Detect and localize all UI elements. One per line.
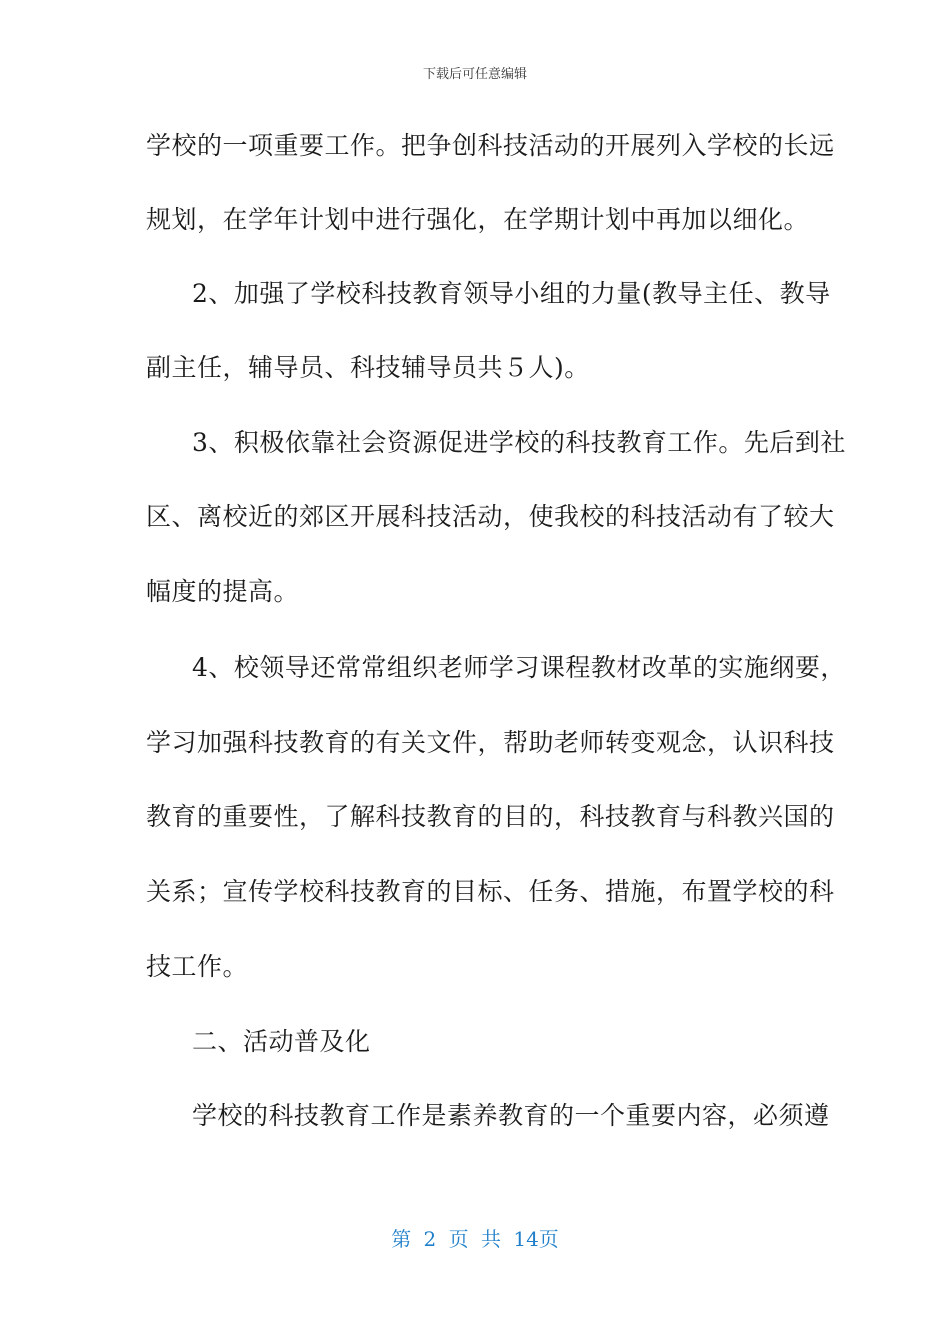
text-line: 学校的科技教育工作是素养教育的一个重要内容，必须遵 — [192, 1101, 830, 1130]
text-line: 教育的重要性，了解科技教育的目的，科技教育与科教兴国的 — [146, 802, 835, 831]
text-line: 4、校领导还常常组织老师学习课程教材改革的实施纲要， — [192, 653, 846, 682]
page-number: 第 2 页 共 14页 — [391, 1227, 559, 1251]
text-line: 学校的一项重要工作。把争创科技活动的开展列入学校的长远 — [146, 131, 835, 160]
text-line: 2、加强了学校科技教育领导小组的力量(教导主任、教导 — [192, 279, 831, 308]
text-line: 关系；宣传学校科技教育的目标、任务、措施，布置学校的科 — [146, 877, 835, 906]
text-line: 规划，在学年计划中进行强化，在学期计划中再加以细化。 — [146, 205, 810, 234]
text-line: 区、离校近的郊区开展科技活动，使我校的科技活动有了较大 — [146, 502, 835, 531]
header-note: 下载后可任意编辑 — [422, 67, 527, 82]
text-line: 副主任，辅导员、科技辅导员共５人)。 — [146, 353, 590, 382]
section-heading: 二、活动普及化 — [192, 1027, 371, 1056]
text-line: 学习加强科技教育的有关文件，帮助老师转变观念，认识科技 — [146, 728, 835, 757]
text-line: 技工作。 — [146, 952, 249, 981]
text-line: 3、积极依靠社会资源促进学校的科技教育工作。先后到社 — [192, 428, 846, 457]
text-line: 幅度的提高。 — [146, 577, 300, 606]
